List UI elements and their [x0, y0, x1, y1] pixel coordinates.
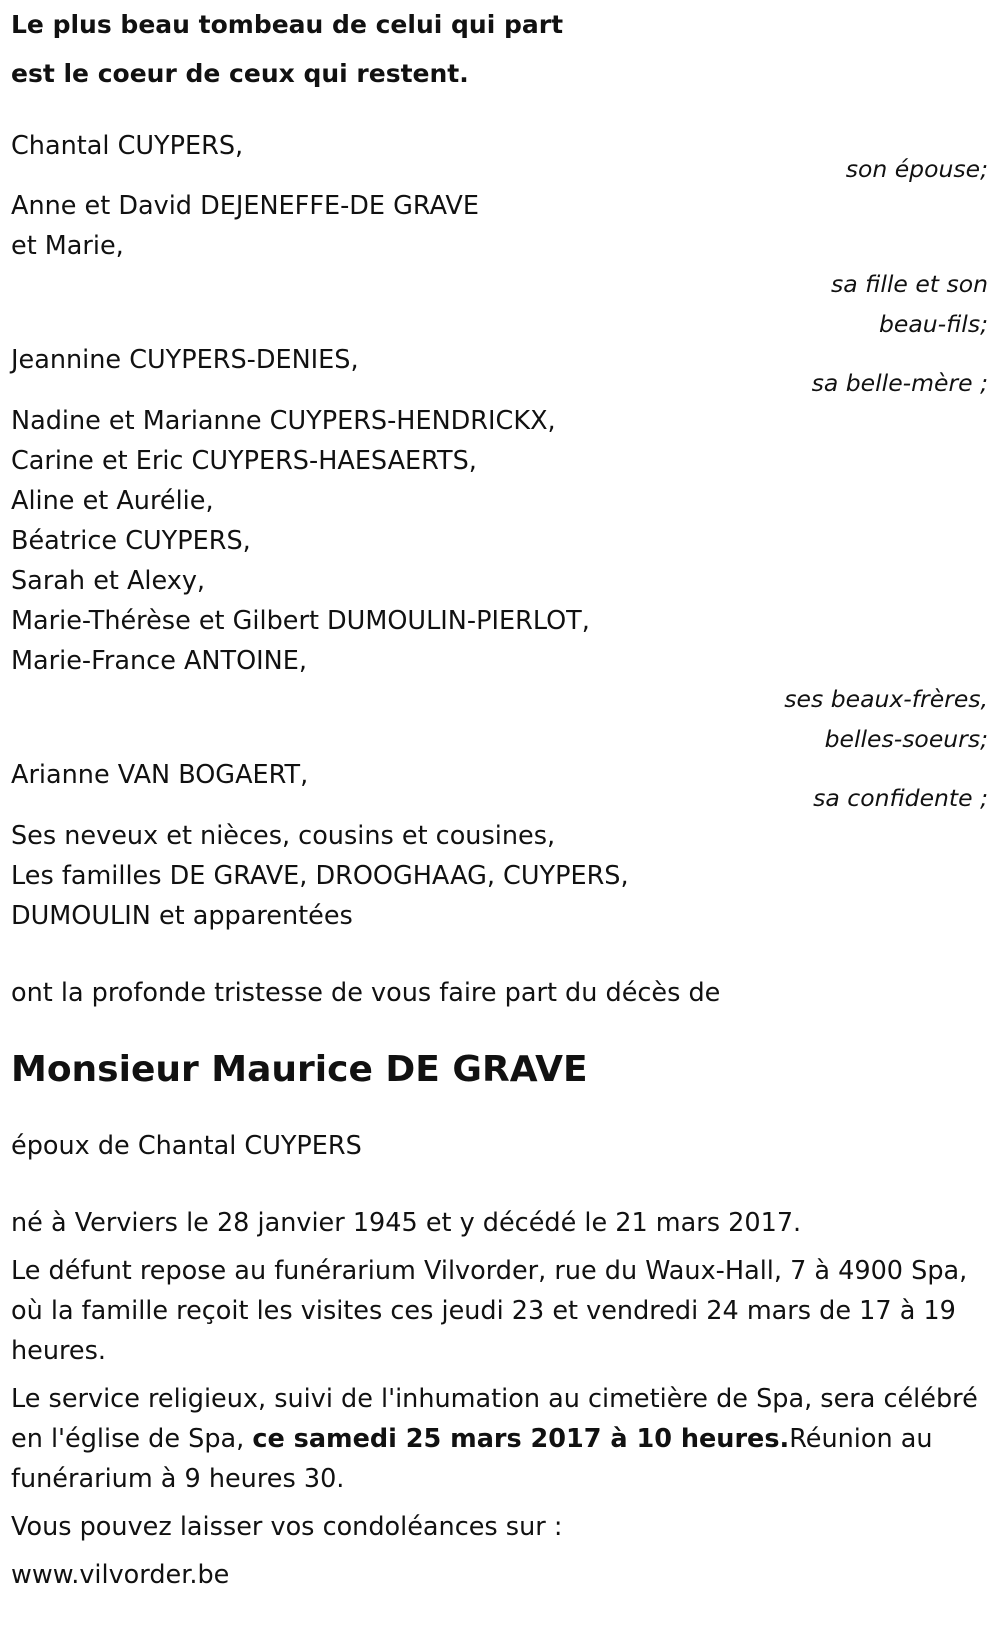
family-group-spouse	[11, 126, 991, 189]
family-group-confidante	[11, 755, 991, 818]
condolences-text: Vous pouvez laisser vos condoléances sur :	[11, 1512, 563, 1542]
family-name: Marie-France ANTOINE,	[11, 646, 307, 676]
family-role: belles-soeurs;	[824, 725, 988, 753]
family-name: Marie-Thérèse et Gilbert DUMOULIN-PIERLOT,	[11, 606, 590, 636]
spouse-line: époux de Chantal CUYPERS	[11, 1131, 362, 1161]
epigraph-line-1: Le plus beau tombeau de celui qui part	[11, 10, 564, 39]
service-info	[11, 1379, 991, 1499]
service-text: Le service religieux, suivi de l'inhumation au cimetière de Spa, sera célébré en l'église de Spa,	[11, 1384, 978, 1454]
condolences-url[interactable]: www.vilvorder.be	[11, 1560, 230, 1590]
family-name: et Marie,	[11, 231, 124, 261]
obituary-page	[11, 0, 991, 1595]
family-group-daughter	[11, 186, 991, 344]
extended-family-line: Les familles DE GRAVE, DROOGHAAG, CUYPERS,	[11, 861, 629, 891]
family-name: Jeannine CUYPERS-DENIES,	[11, 345, 359, 375]
family-name: Nadine et Marianne CUYPERS-HENDRICKX,	[11, 406, 556, 436]
family-role: ses beaux-frères,	[784, 685, 988, 713]
family-role: sa belle-mère ;	[811, 369, 988, 397]
family-role: son épouse;	[845, 155, 988, 183]
family-name: Anne et David DEJENEFFE-DE GRAVE	[11, 191, 479, 221]
family-role: sa confidente ;	[813, 784, 988, 812]
announcement: ont la profonde tristesse de vous faire part du décès de	[11, 978, 721, 1008]
family-name: Béatrice CUYPERS,	[11, 526, 251, 556]
family-name: Arianne VAN BOGAERT,	[11, 760, 309, 790]
extended-family	[11, 816, 991, 936]
family-group-mother-in-law	[11, 340, 991, 403]
deceased-name: Monsieur Maurice DE GRAVE	[11, 1049, 588, 1090]
epigraph-line-2: est le coeur de ceux qui restent.	[11, 59, 469, 88]
family-group-siblings-in-law	[11, 401, 991, 759]
family-role: beau-fils;	[878, 310, 988, 338]
birth-death: né à Verviers le 28 janvier 1945 et y décédé le 21 mars 2017.	[11, 1208, 802, 1238]
family-name: Aline et Aurélie,	[11, 486, 214, 516]
family-name: Carine et Eric CUYPERS-HAESAERTS,	[11, 446, 477, 476]
family-name: Chantal CUYPERS,	[11, 131, 244, 161]
extended-family-line: Ses neveux et nièces, cousins et cousines,	[11, 821, 556, 851]
epigraph	[11, 0, 991, 98]
visitation: Le défunt repose au funérarium Vilvorder, rue du Waux-Hall, 7 à 4900 Spa, où la famille reçoit les visites ces jeudi 23 et vendredi 24 mars de 17 à 19 heures.	[11, 1256, 968, 1366]
service-reunion: Réunion au funérarium à 9 heures 30.	[11, 1424, 933, 1494]
service-date: ce samedi 25 mars 2017 à 10 heures.	[252, 1424, 790, 1454]
family-role: sa fille et son	[831, 270, 988, 298]
extended-family-line: DUMOULIN et apparentées	[11, 901, 353, 931]
family-name: Sarah et Alexy,	[11, 566, 206, 596]
